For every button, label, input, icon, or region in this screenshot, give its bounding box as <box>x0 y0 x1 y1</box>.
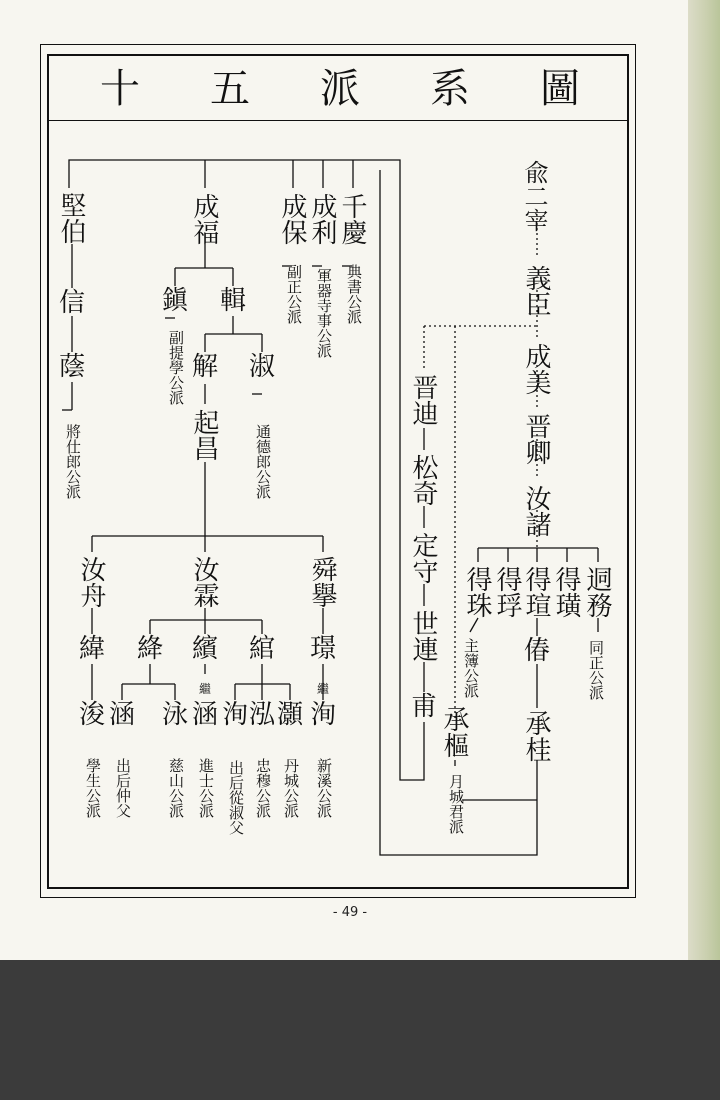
person-jiang: 絳 <box>136 634 163 664</box>
branch-note: 將仕郎公派 <box>64 423 82 499</box>
person-guan: 綰 <box>248 634 275 664</box>
person-jin-di: 晋迪 <box>408 374 438 426</box>
branch-note: 新溪公派 <box>315 758 333 818</box>
branch-note: 典書公派 <box>345 264 363 324</box>
person-cheng-shu: 承樞 <box>439 706 469 758</box>
branch-note: 副提學公派 <box>167 329 185 405</box>
person-yi-chen: 義臣 <box>521 265 551 317</box>
person-chen-sheng: 偆 <box>523 636 550 666</box>
title-char: 系 <box>430 66 470 112</box>
title-char: 圖 <box>540 66 580 112</box>
branch-note: 通德郎公派 <box>254 423 272 499</box>
person-cheng-fu: 成福 <box>189 193 219 245</box>
person-shun-ju: 舜擧 <box>307 556 337 608</box>
person-wei: 緯 <box>78 634 105 664</box>
person-cheng-li: 成利 <box>307 193 337 245</box>
adoption-mark: 繼 <box>198 682 211 696</box>
person-jiong-wu: 迵務 <box>582 566 612 618</box>
person-xun-a: 洵 <box>309 700 336 730</box>
person-song-qi: 松奇 <box>408 454 438 506</box>
adoption-mark: 繼 <box>316 682 329 696</box>
branch-note: 出后從淑父 <box>227 759 245 835</box>
person-xin: 信 <box>58 288 85 318</box>
person-de-zi: 得琈 <box>492 566 522 618</box>
person-shu: 淑 <box>248 352 275 382</box>
person-jin-qing: 晋卿 <box>521 413 551 465</box>
title-char: 十 <box>100 66 140 112</box>
person-ding-shou: 定守 <box>408 532 438 584</box>
person-de-xuan: 得瑄 <box>521 566 551 618</box>
person-ru-zhu: 汝諸 <box>521 485 551 537</box>
person-hao: 灝 <box>276 700 303 730</box>
branch-note: 軍器寺事公派 <box>315 268 333 358</box>
person-yong: 泳 <box>161 700 188 730</box>
person-zhen: 鎭 <box>161 286 188 316</box>
title-char: 五 <box>210 66 250 112</box>
person-jing: 璟 <box>309 634 336 664</box>
branch-note: 月城君派 <box>447 774 465 834</box>
person-cheng-gui: 承桂 <box>521 710 551 762</box>
branch-note: 出后仲父 <box>114 758 132 818</box>
branch-note: 主簿公派 <box>462 638 480 698</box>
branch-note: 進士公派 <box>197 758 215 818</box>
branch-note: 丹城公派 <box>282 758 300 818</box>
person-shi-lian: 世連 <box>408 610 438 662</box>
branch-note: 同正公派 <box>587 640 605 700</box>
person-han-b: 涵 <box>108 700 135 730</box>
person-cheng-mei: 成美 <box>521 343 551 395</box>
person-yin: 蔭 <box>58 352 85 382</box>
person-jie: 解 <box>191 352 218 382</box>
person-jun: 浚 <box>78 700 105 730</box>
branch-note: 副正公派 <box>285 264 303 324</box>
page-number: - 49 - <box>332 905 368 920</box>
scanner-background <box>0 960 720 1100</box>
person-qian-qing: 千慶 <box>337 193 367 245</box>
branch-note: 學生公派 <box>84 758 102 818</box>
person-yu-ersai <box>519 160 547 239</box>
branch-note: 忠穆公派 <box>254 758 272 818</box>
person-ru-zhou: 汝舟 <box>76 556 106 608</box>
title-char: 派 <box>320 66 360 112</box>
person-de-zhu: 得珠 <box>462 566 492 618</box>
person-xun-b: 洵 <box>221 700 248 730</box>
person-han-a: 涵 <box>191 700 218 730</box>
person-de-heng: 得璜 <box>551 566 581 618</box>
person-bin: 繽 <box>191 634 218 664</box>
name-text: 兪二宰 <box>520 160 548 232</box>
person-hong: 泓 <box>248 700 275 730</box>
person-ji: 輯 <box>219 286 246 316</box>
person-fu: 甫 <box>410 692 437 722</box>
person-qi-chang: 起昌 <box>189 409 219 461</box>
person-cheng-bao: 成保 <box>277 193 307 245</box>
person-ru-lin: 汝霖 <box>189 556 219 608</box>
branch-note: 慈山公派 <box>167 758 185 818</box>
person-jian-bo: 堅伯 <box>56 192 86 244</box>
